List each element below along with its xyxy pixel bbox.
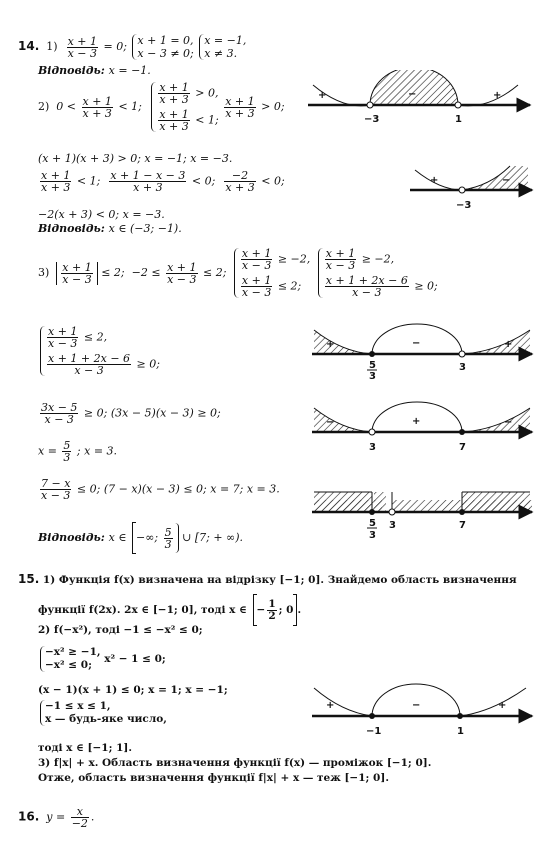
inequality-system: $\frac{x + 1}{x - 3}$ ≥ −2, $\frac{x + 1}{x - 3}$ ≤ 2; xyxy=(234,248,310,298)
sign-diagram-4 xyxy=(312,400,534,456)
tick-label: −1 xyxy=(366,726,382,737)
problem-14-line-5: −2(x + 3) < 0; x = −3. xyxy=(38,208,165,221)
problem-14-line-2: 2) 0 < $\frac{x + 1}{x + 3}$ < 1; $\frac{x + 1}{x + 3}$ > 0, $\frac{x + 1}{x + 3}$ < 1; $\frac{x + 1}{x + 3}$ > 0; xyxy=(38,81,285,133)
sign-diagram-6 xyxy=(312,680,534,740)
problem-15-line-5: (x − 1)(x + 1) ≤ 0; x = 1; x = −1; xyxy=(38,684,228,696)
closed-point xyxy=(369,713,375,719)
problem-14-line-3: (x + 1)(x + 3) > 0; x = −1; x = −3. xyxy=(38,152,233,165)
answer-line: Відповідь: x ∈ (−3; −1). xyxy=(38,222,182,235)
answer-line: Відповідь: x ∈ −∞; $\frac{5}{3}$ ∪ [7; + ∞). xyxy=(38,522,243,554)
inequality-system: $\frac{x + 1}{x - 3}$ ≥ −2, $\frac{x + 1 + 2x - 6}{x - 3}$ ≥ 0; xyxy=(318,248,438,298)
fraction: $\frac{x + 1}{x - 3}$ xyxy=(67,34,97,60)
sign-label: − xyxy=(326,417,335,428)
problem-14-line-4: $\frac{x + 1}{x + 3}$ < 1; $\frac{x + 1 - x - 3}{x + 3}$ < 0; $\frac{-2}{x + 3}$ < 0; xyxy=(41,169,285,194)
tick-label: 7 xyxy=(459,442,466,453)
problem-15-line-7: тоді x ∈ [−1; 1]. xyxy=(38,742,133,754)
sign-label: + xyxy=(430,175,439,186)
sign-label: + xyxy=(493,90,502,101)
tick-label: 1 xyxy=(455,114,462,125)
problem-15-line-2: функції f(2x). 2x ∈ [−1; 0], тоді x ∈ − $\frac{1}{2}$ ; 0 . xyxy=(38,594,301,626)
tick-label: 7 xyxy=(459,520,466,531)
tick-label: 3 xyxy=(459,362,466,373)
equation-system: x = −1, x ≠ 3. xyxy=(199,34,246,60)
open-point xyxy=(459,351,465,357)
tick-label: −3 xyxy=(456,200,472,211)
inequality-system: $\frac{x + 1}{x - 3}$ ≤ 2, $\frac{x + 1 + 2x - 6}{x - 3}$ ≥ 0; xyxy=(40,326,160,376)
problem-14-line-7 xyxy=(38,326,160,376)
tick-label: 3 xyxy=(369,530,376,541)
inequality-system: $\frac{x + 1}{x + 3}$ > 0, $\frac{x + 1}{x + 3}$ < 1; xyxy=(151,82,218,132)
problem-14-line-9: x = $\frac{5}{3}$ ; x = 3. xyxy=(38,439,118,464)
sign-diagram-1 xyxy=(308,70,532,130)
open-point xyxy=(367,102,373,108)
tick-label: 3 xyxy=(389,520,396,531)
sign-diagram-2 xyxy=(410,158,534,216)
problem-16-line: 16. y = $\frac{x}{-2}$ . xyxy=(18,805,95,830)
sign-label: − xyxy=(504,417,513,428)
problem-15-line-4: −x² ≥ −1, −x² ≤ 0; x² − 1 ≤ 0; xyxy=(38,646,166,672)
tick-label: 5 xyxy=(369,518,376,529)
equation-system: x + 1 = 0, x − 3 ≠ 0; xyxy=(132,34,193,60)
sign-diagram-5 xyxy=(312,478,534,542)
sign-label: + xyxy=(326,700,335,711)
problem-14-line-1: 14. 1) $\frac{x + 1}{x - 3}$ = 0; x + 1 = 0, x − 3 ≠ 0; x = −1, x ≠ 3. xyxy=(18,34,247,60)
problem-15-line-3: 2) f(−x²), тоді −1 ≤ −x² ≤ 0; xyxy=(38,624,203,636)
answer-line: Відповідь: x = −1. xyxy=(38,64,151,77)
sign-label: − xyxy=(502,175,511,186)
problem-number: 14. xyxy=(18,39,40,53)
sign-label: + xyxy=(412,416,421,427)
closed-point xyxy=(369,351,375,357)
open-point xyxy=(459,187,465,193)
open-point xyxy=(369,429,375,435)
problem-15-line-6: −1 ≤ x ≤ 1, x — будь-яке число, xyxy=(38,700,167,726)
tick-label: 3 xyxy=(369,371,376,380)
sign-label: + xyxy=(504,339,513,350)
open-point xyxy=(455,102,461,108)
tick-label: −3 xyxy=(364,114,380,125)
sign-label: − xyxy=(412,338,421,349)
closed-point xyxy=(459,509,465,515)
problem-15-line-9: Отже, область визначення функції f|x| + x — теж [−1; 0]. xyxy=(38,772,389,784)
problem-15-line-1: 15. 1) Функція f(x) визначена на відрізку [−1; 0]. Знайдемо область визначення xyxy=(18,572,517,586)
problem-14-line-8: $\frac{3x - 5}{x - 3}$ ≥ 0; (3x − 5)(x − 3) ≥ 0; xyxy=(41,401,221,426)
sign-diagram-3 xyxy=(312,322,534,380)
closed-point xyxy=(457,713,463,719)
tick-label: 3 xyxy=(369,442,376,453)
problem-14-line-10: $\frac{7 - x}{x - 3}$ ≤ 0; (7 − x)(x − 3) ≤ 0; x = 7; x = 3. xyxy=(41,477,280,502)
sign-label: − xyxy=(408,89,417,100)
closed-point xyxy=(369,509,375,515)
problem-14-line-6: 3) $\frac{x + 1}{x - 3}$ ≤ 2; −2 ≤ $\frac{x + 1}{x - 3}$ ≤ 2; $\frac{x + 1}{x - 3}$ ≥ −2, $\frac{x + 1}{x - 3}$ ≤ 2; $\frac{x + 1}{x - 3}$ ≥ −2, $\frac{x + 1 + 2x - 6}{x - 3}$ ≥ 0; xyxy=(38,247,438,299)
sign-label: − xyxy=(412,700,421,711)
closed-point xyxy=(459,429,465,435)
problem-15-line-8: 3) f|x| + x. Область визначення функції f(x) — проміжок [−1; 0]. xyxy=(38,757,432,769)
sign-label: + xyxy=(498,700,507,711)
sign-label: + xyxy=(326,339,335,350)
tick-label: 5 xyxy=(369,360,376,371)
tick-label: 1 xyxy=(457,726,464,737)
open-point xyxy=(389,509,395,515)
sign-label: + xyxy=(318,90,327,101)
